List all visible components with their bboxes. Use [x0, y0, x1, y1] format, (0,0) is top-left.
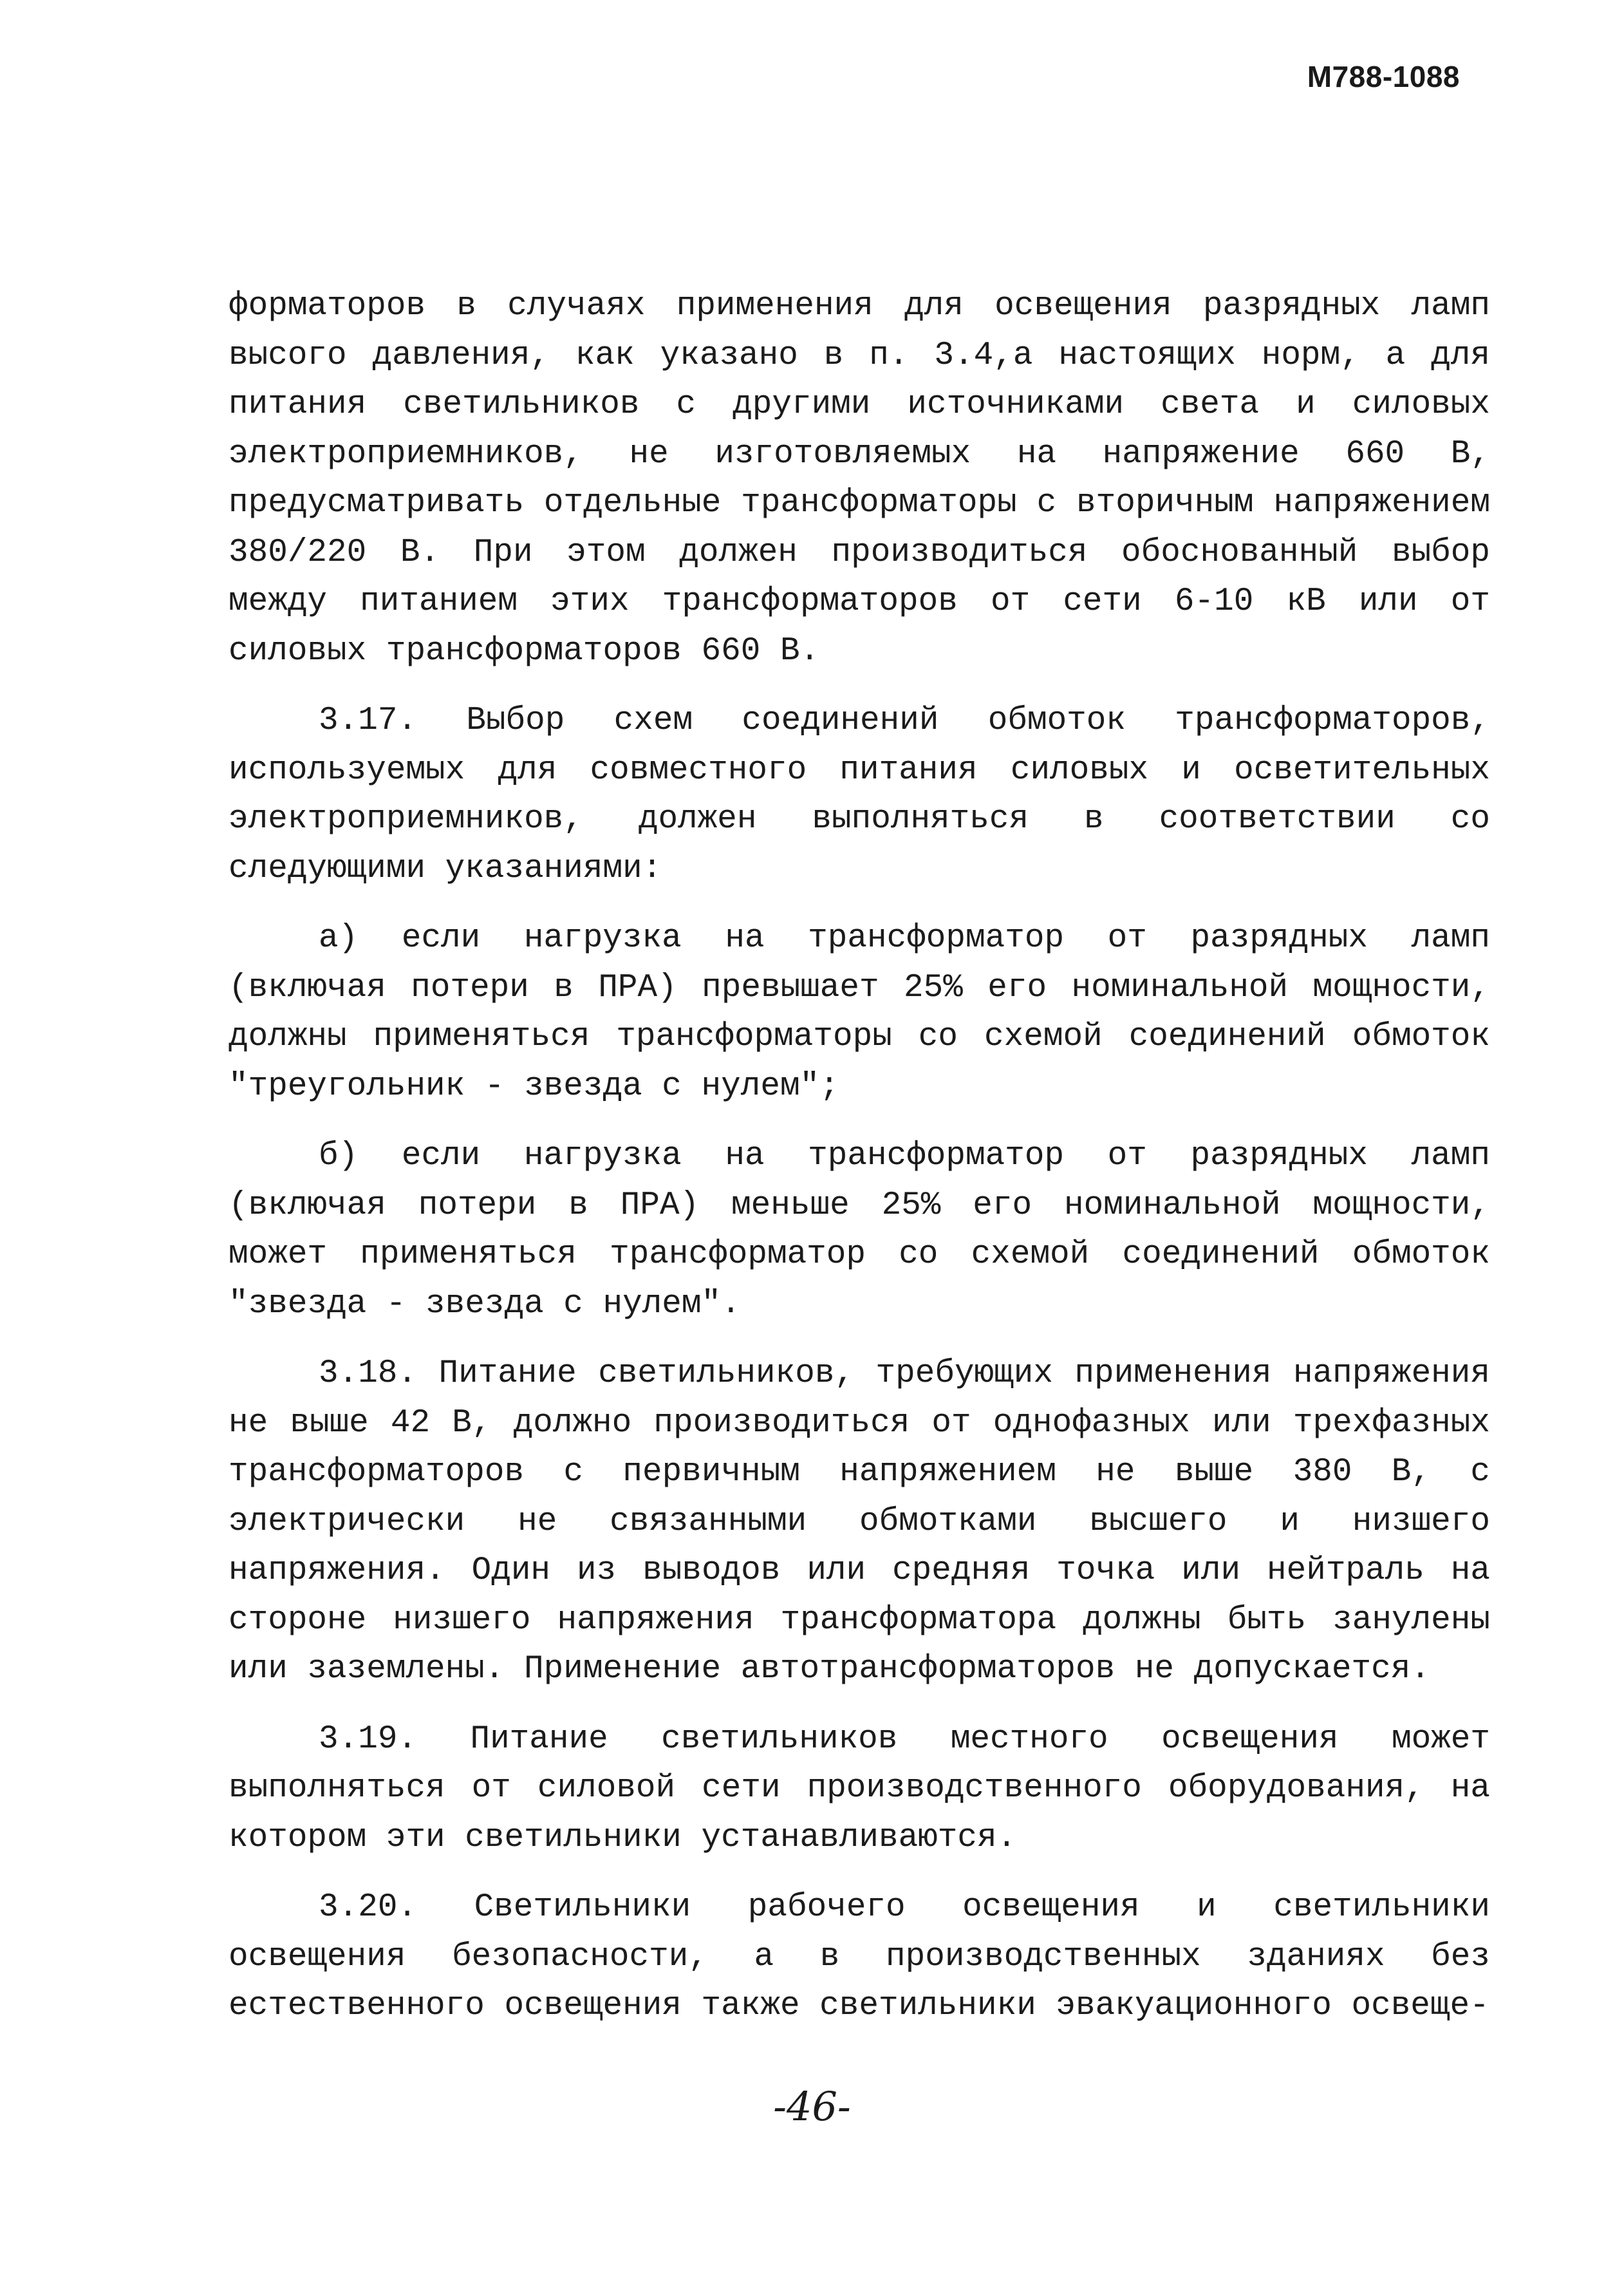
paragraph-3-20: 3.20. Светильники рабочего освещения и светильники освещения безопасности, а в производственных зданиях без естественного освещения также светильники эвакуационного освеще-: [229, 1889, 1490, 2024]
paragraph-3-17: 3.17. Выбор схем соединений обмоток трансформаторов, используемых для совместного питания силовых и осветительных электроприемников, должен выполняться в соответствии со следующими указаниями:: [229, 702, 1490, 887]
page-number: -46-: [773, 2083, 851, 2130]
document-code: М788-1088: [1307, 60, 1460, 93]
paragraph-3-18: 3.18. Питание светильников, требующих применения напряжения не выше 42 В, должно производиться от однофазных или трехфазных трансформаторов с первичным напряжением не выше 380 В, с электрически не связанными обмотками высшего и низшего напряжения. Один из выводов или средняя точка или нейтраль на стороне низшего напряжения трансформатора должны быть занулены или заземлены. Применение автотрансформаторов не допускается.: [229, 1355, 1490, 1688]
paragraph-item-a: а) если нагрузка на трансформатор от разрядных ламп (включая потери в ПРА) превышает 25% его номинальной мощности, должны применяться трансформаторы со схемой соединений обмоток "треугольник - звезда с нулем";: [229, 920, 1490, 1105]
paragraph-continuation: форматоров в случаях применения для освещения разрядных ламп высого давления, как указано в п. 3.4,а настоящих норм, а для питания светильников с другими источниками света и силовых электроприемников, не изготовляемых на напряжение 660 В, предусматривать отдельные трансформаторы с вторичным напряжением 380/220 В. При этом должен производиться обоснованный выбор между питанием этих трансформаторов от сети 6-10 кВ или от силовых трансформаторов 660 В.: [229, 288, 1490, 670]
paragraph-item-b: б) если нагрузка на трансформатор от разрядных ламп (включая потери в ПРА) меньше 25% его номинальной мощности, может применяться трансформатор со схемой соединений обмоток "звезда - звезда с нулем".: [229, 1138, 1490, 1323]
paragraph-3-19: 3.19. Питание светильников местного освещения может выполняться от силовой сети производственного оборудования, на котором эти светильники устанавливаются.: [229, 1720, 1490, 1856]
document-body: [229, 282, 1490, 2031]
